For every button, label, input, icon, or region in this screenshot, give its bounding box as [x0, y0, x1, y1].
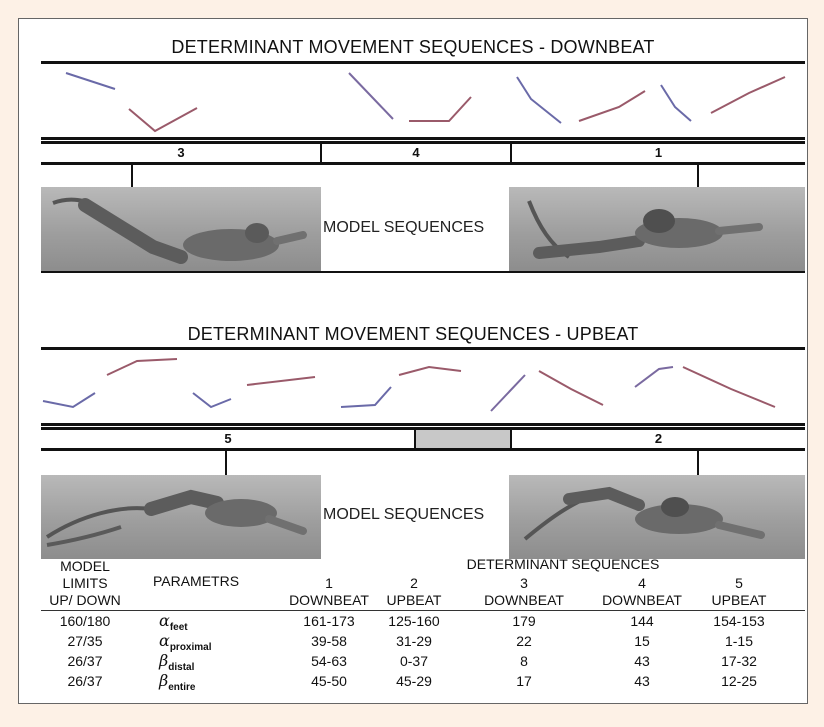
segment-red [399, 367, 461, 375]
table-cell: 12-25 [721, 673, 757, 689]
table-cell: 54-63 [311, 653, 347, 669]
segment-red [409, 97, 471, 121]
determinant-sequences-header: DETERMINANT SEQUENCES [466, 556, 660, 572]
column-phase: DOWNBEAT [289, 592, 369, 608]
table-cell: 31-29 [396, 633, 432, 649]
segment-blue [193, 393, 231, 407]
model-limits-header-line1: MODEL [60, 558, 110, 574]
sequence-3: 3 [177, 145, 185, 160]
downbeat-segments [19, 63, 807, 139]
parameter-subscript: entire [168, 682, 196, 694]
upbeat-mid-rule [41, 423, 805, 426]
table-cell: 39-58 [311, 633, 347, 649]
segment-red [683, 367, 775, 407]
table-cell: 179 [512, 613, 536, 629]
row-parameter [159, 651, 194, 673]
table-header-rule [41, 610, 805, 611]
upbeat-title: DETERMINANT MOVEMENT SEQUENCES - UPBEAT [187, 324, 639, 344]
segment-red [711, 77, 785, 113]
table-cell: 22 [516, 633, 532, 649]
column-phase: UPBEAT [711, 592, 767, 608]
segment-red [107, 359, 177, 375]
table-cell: 0-37 [399, 653, 429, 669]
sequence-5: 5 [224, 431, 232, 446]
connector-tick [131, 165, 133, 189]
downbeat-sequence-bar [41, 141, 805, 165]
figure-panel [18, 18, 808, 704]
sequence-2: 2 [654, 431, 663, 446]
connector-tick [697, 165, 699, 189]
table-cell: 17 [516, 673, 532, 689]
swimmer-photo-right [509, 187, 805, 271]
column-phase: DOWNBEAT [484, 592, 564, 608]
table-cell: 43 [634, 673, 650, 689]
segment-red [539, 371, 603, 405]
table-cell: 45-29 [396, 673, 432, 689]
column-number: 1 [325, 575, 333, 591]
table-cell: 17-32 [721, 653, 757, 669]
table-cell: 45-50 [311, 673, 347, 689]
parameter-subscript: proximal [169, 642, 212, 654]
parameter-symbol: α [159, 611, 170, 630]
connector-tick [225, 451, 227, 475]
segment-blue [66, 73, 115, 89]
row-model-limits: 26/37 [67, 653, 103, 669]
swimmer-photo-left [41, 187, 321, 271]
segment-blue [491, 375, 525, 411]
row-parameter [159, 611, 188, 633]
model-limits-header-line3: UP/ DOWN [49, 592, 121, 608]
table-cell: 43 [634, 653, 650, 669]
downbeat-title: DETERMINANT MOVEMENT SEQUENCES - DOWNBEAT [171, 37, 655, 57]
row-model-limits: 26/37 [67, 673, 103, 689]
segment-blue [43, 393, 95, 407]
sequence-4: 4 [412, 145, 420, 160]
table-cell: 1-15 [724, 633, 754, 649]
table-cell: 154-153 [713, 613, 765, 629]
parameter-symbol: α [159, 631, 170, 650]
swimmer-photo-left [41, 475, 321, 559]
downbeat-mid-rule [41, 137, 805, 140]
column-phase: UPBEAT [386, 592, 442, 608]
segment-blue [661, 85, 691, 121]
connector-tick [697, 451, 699, 475]
parameters-header: PARAMETRS [152, 573, 240, 589]
model-sequences-label: MODEL SEQUENCES [323, 219, 485, 236]
segment-blue [635, 367, 673, 387]
downbeat-bottom-rule [41, 271, 805, 273]
parameter-subscript: feet [169, 622, 188, 634]
segment-red [247, 377, 315, 385]
sequence-1: 1 [654, 145, 663, 160]
model-limits-header-line2: LIMITS [62, 575, 108, 591]
parameter-symbol: β [159, 671, 169, 690]
table-cell: 15 [634, 633, 650, 649]
segment-red [129, 108, 197, 131]
column-number: 2 [410, 575, 418, 591]
parameter-subscript: distal [168, 662, 195, 674]
row-parameter [159, 631, 212, 653]
row-model-limits: 27/35 [67, 633, 103, 649]
segment-red [579, 91, 645, 121]
column-number: 3 [520, 575, 528, 591]
row-parameter [159, 671, 195, 693]
column-number: 5 [735, 575, 743, 591]
model-sequences-label: MODEL SEQUENCES [323, 506, 485, 523]
table-cell: 125-160 [388, 613, 440, 629]
upbeat-sequence-bar [41, 427, 805, 451]
row-model-limits: 160/180 [59, 613, 111, 629]
segment-blue [517, 77, 561, 123]
parameter-symbol: β [159, 651, 169, 670]
column-number: 4 [638, 575, 646, 591]
table-cell: 144 [630, 613, 654, 629]
table-cell: 161-173 [303, 613, 355, 629]
swimmer-photo-right [509, 475, 805, 559]
segment-blue [349, 73, 393, 119]
sequence-gray-cell [416, 430, 510, 448]
column-phase: DOWNBEAT [602, 592, 682, 608]
upbeat-segments [19, 349, 807, 425]
table-cell: 8 [520, 653, 528, 669]
segment-blue [341, 387, 391, 407]
